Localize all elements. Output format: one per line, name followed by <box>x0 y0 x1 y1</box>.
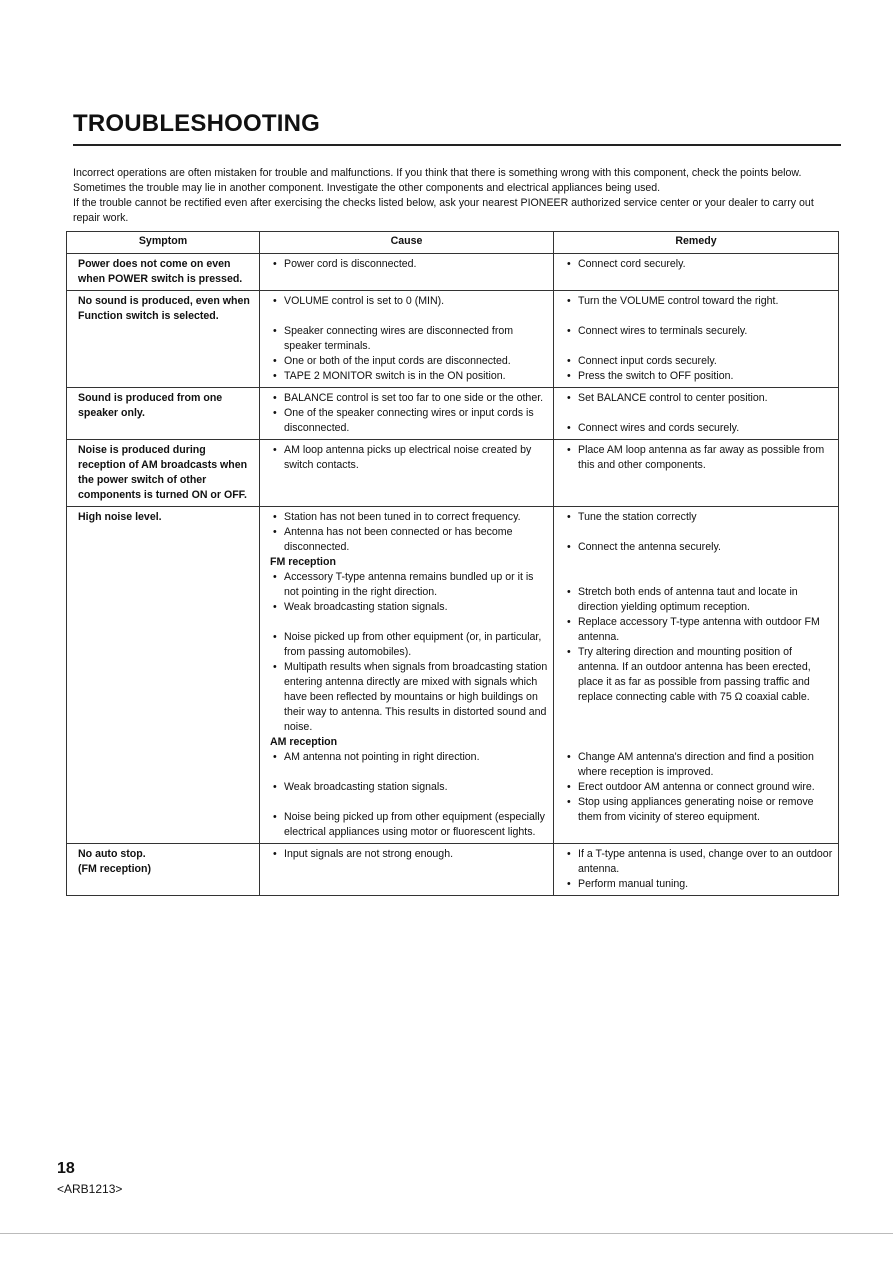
cause-item: • Noise picked up from other equipment (or, in particular, from passing automobiles). <box>270 630 548 660</box>
remedy-item: • Press the switch to OFF position. <box>564 369 833 384</box>
remedy-item: • If a T-type antenna is used, change over to an outdoor antenna. <box>564 847 833 877</box>
cause-cell <box>260 844 554 896</box>
cause-item: • Multipath results when signals from broadcasting station entering antenna directly are mixed with signals which have been reflected by mountains or high buildings on their way to antenna. This results in distorted sound and noise. <box>270 660 548 735</box>
cause-item: • One or both of the input cords are disconnected. <box>270 354 548 369</box>
cause-item: • TAPE 2 MONITOR switch is in the ON position. <box>270 369 548 384</box>
cause-item: • BALANCE control is set too far to one side or the other. <box>270 391 548 406</box>
table-row <box>67 507 839 844</box>
cause-cell <box>260 291 554 388</box>
cause-item: • Noise being picked up from other equipment (especially electrical appliances using motor or fluorescent lights. <box>270 810 548 840</box>
remedy-item: • Change AM antenna's direction and find a position where reception is improved. <box>564 750 833 780</box>
intro-paragraph-2: If the trouble cannot be rectified even after exercising the checks listed below, ask your nearest PIONEER authorized service center or your dealer to carry out repair work. <box>73 197 814 224</box>
symptom-cell: Sound is produced from one speaker only. <box>67 388 260 440</box>
document-code: <ARB1213> <box>57 1182 123 1196</box>
bottom-rule <box>0 1233 893 1234</box>
remedy-header: Remedy <box>554 232 839 254</box>
cause-item: • AM antenna not pointing in right direction. <box>270 750 548 765</box>
remedy-item: • Perform manual tuning. <box>564 877 833 892</box>
remedy-cell <box>554 440 839 507</box>
troubleshooting-table <box>66 231 839 896</box>
table-row <box>67 388 839 440</box>
remedy-cell <box>554 507 839 844</box>
table-row <box>67 254 839 291</box>
cause-item: • AM loop antenna picks up electrical noise created by switch contacts. <box>270 443 548 473</box>
page-title: TROUBLESHOOTING <box>73 110 841 146</box>
cause-cell <box>260 388 554 440</box>
cause-header: Cause <box>260 232 554 254</box>
cause-item: • Input signals are not strong enough. <box>270 847 548 862</box>
remedy-item: • Connect cord securely. <box>564 257 833 272</box>
table-row <box>67 844 839 896</box>
remedy-item: • Stretch both ends of antenna taut and locate in direction yielding optimum reception. <box>564 585 833 615</box>
intro-paragraph-1: Incorrect operations are often mistaken for trouble and malfunctions. If you think that there is something wrong with this component, check the points below. Sometimes the trouble may lie in another component. Investigate the other components and electrical appliances being used. <box>73 167 802 194</box>
remedy-item: • Turn the VOLUME control toward the right. <box>564 294 833 309</box>
cause-item: • Speaker connecting wires are disconnected from speaker terminals. <box>270 324 548 354</box>
cause-item: • One of the speaker connecting wires or input cords is disconnected. <box>270 406 548 436</box>
page-number: 18 <box>57 1160 75 1177</box>
remedy-item: • Connect wires to terminals securely. <box>564 324 833 339</box>
remedy-cell <box>554 388 839 440</box>
cause-item: • Antenna has not been connected or has become disconnected. <box>270 525 548 555</box>
remedy-item: • Stop using appliances generating noise or remove them from vicinity of stereo equipment. <box>564 795 833 825</box>
cause-cell <box>260 507 554 844</box>
cause-item: • Weak broadcasting station signals. <box>270 600 548 615</box>
table-row <box>67 291 839 388</box>
remedy-item: • Try altering direction and mounting position of antenna. If an outdoor antenna has been erected, place it as far as possible from passing traffic and replace connecting cable with 75 Ω coaxial cable. <box>564 645 833 705</box>
remedy-item: • Connect the antenna securely. <box>564 540 833 555</box>
remedy-item: • Replace accessory T-type antenna with outdoor FM antenna. <box>564 615 833 645</box>
symptom-line: (FM reception) <box>78 863 151 875</box>
remedy-item: • Connect wires and cords securely. <box>564 421 833 436</box>
symptom-cell: Power does not come on even when POWER switch is pressed. <box>67 254 260 291</box>
remedy-item: • Set BALANCE control to center position. <box>564 391 833 406</box>
symptom-cell: High noise level. <box>67 507 260 844</box>
cause-item: • Accessory T-type antenna remains bundled up or it is not pointing in the right direction. <box>270 570 548 600</box>
cause-item: • Station has not been tuned in to correct frequency. <box>270 510 548 525</box>
symptom-cell: Noise is produced during reception of AM broadcasts when the power switch of other components is turned ON or OFF. <box>67 440 260 507</box>
remedy-item: • Tune the station correctly <box>564 510 833 525</box>
cause-cell <box>260 254 554 291</box>
symptom-header: Symptom <box>67 232 260 254</box>
am-reception-heading: AM reception <box>270 736 338 748</box>
remedy-cell <box>554 254 839 291</box>
remedy-cell <box>554 844 839 896</box>
symptom-cell: No sound is produced, even when Function switch is selected. <box>67 291 260 388</box>
fm-reception-heading: FM reception <box>270 556 336 568</box>
table-row <box>67 440 839 507</box>
cause-item: • VOLUME control is set to 0 (MIN). <box>270 294 548 309</box>
cause-cell <box>260 440 554 507</box>
remedy-cell <box>554 291 839 388</box>
remedy-item: • Place AM loop antenna as far away as possible from this and other components. <box>564 443 833 473</box>
remedy-item: • Erect outdoor AM antenna or connect ground wire. <box>564 780 833 795</box>
intro-text <box>73 166 843 226</box>
remedy-item: • Connect input cords securely. <box>564 354 833 369</box>
cause-item: • Power cord is disconnected. <box>270 257 548 272</box>
symptom-line: No auto stop. <box>78 848 146 860</box>
symptom-cell <box>67 844 260 896</box>
table-header-row <box>67 232 839 254</box>
cause-item: • Weak broadcasting station signals. <box>270 780 548 795</box>
